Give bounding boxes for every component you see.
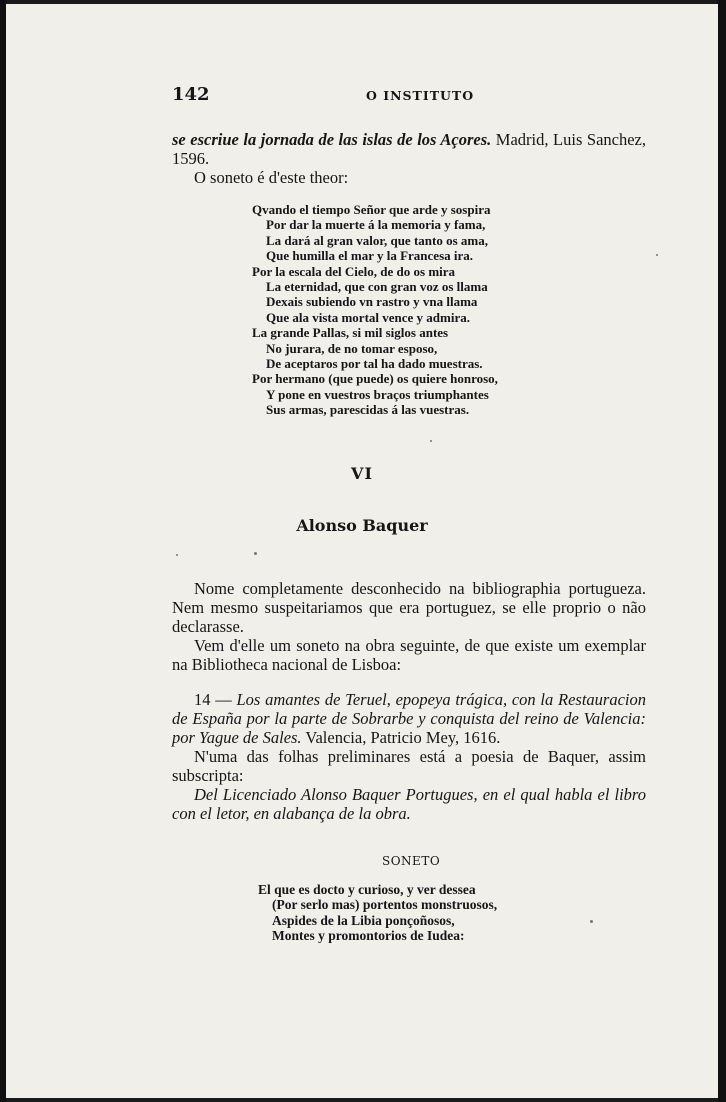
poem-line: Que humilla el mar y la Francesa ira.	[266, 248, 474, 264]
poem-line: De aceptaros por tal ha dado muestras.	[266, 356, 483, 372]
section-number: VI	[351, 464, 373, 483]
poem-line: Por dar la muerte á la memoria y fama,	[266, 217, 486, 233]
dedication-text: Del Licenciado Alonso Baquer Portugues, en el qual habla el libro con el letor, en alabança de la obra.	[172, 785, 646, 823]
paragraph-3	[172, 747, 646, 785]
entry-title: Los amantes de Teruel, epopeya trágica, con la Restauracion de España por la parte de Sobrarbe y conquista del reino de Valencia: por Yague de Sales.	[172, 690, 646, 747]
paper-speck	[254, 552, 257, 555]
paragraph-3-text: N'uma das folhas preliminares está a poesia de Baquer, assim subscripta:	[172, 747, 646, 785]
poem-line: Y pone en vuestros braços triumphantes	[266, 386, 489, 402]
poem-line: Qvando el tiempo Señor que arde y sospira	[252, 202, 491, 217]
bibliography-entry	[172, 690, 646, 747]
paragraph-1	[172, 579, 646, 636]
sonnet-poem-1	[252, 202, 572, 418]
poem-line: Sus armas, parescidas á las vuestras.	[266, 402, 470, 418]
poem-line: Dexais subiendo vn rastro y vna llama	[266, 294, 478, 310]
paper-speck	[590, 920, 593, 923]
poem-line: Por la escala del Cielo, de do os mira	[252, 263, 456, 279]
sonnet-poem-2	[258, 882, 578, 944]
paper-speck	[656, 254, 658, 256]
poem-line: Que ala vista mortal vence y admira.	[266, 309, 470, 325]
citation-paragraph	[172, 130, 646, 168]
poem-line: Por hermano (que puede) os quiere honroso,	[252, 371, 498, 387]
poem-line: El que es docto y curioso, y ver dessea	[258, 882, 476, 897]
paragraph-2	[172, 636, 646, 674]
paragraph-2-text: Vem d'elle um soneto na obra seguinte, de que existe um exemplar na Bibliotheca nacional de Lisboa:	[172, 636, 646, 674]
entry-number: 14	[194, 690, 211, 709]
intro-line: O soneto é d'este theor:	[194, 168, 349, 187]
scan-border-right	[718, 0, 726, 1102]
page-header	[172, 84, 646, 106]
poem-line: Aspides de la Libia ponçoñosos,	[272, 912, 455, 928]
citation-imprint: Madrid, Luis Sanchez, 1596.	[172, 130, 646, 168]
poem-line: Montes y promontorios de Iudea:	[272, 928, 465, 944]
soneto-heading: SONETO	[382, 854, 441, 868]
running-title: O INSTITUTO	[366, 88, 475, 103]
dedication-paragraph	[172, 785, 646, 823]
paper-speck	[176, 554, 178, 556]
page-number: 142	[172, 84, 210, 105]
poem-line: La grande Pallas, si mil siglos antes	[252, 325, 449, 341]
poem-line: (Por serlo mas) portentos monstruosos,	[272, 897, 498, 913]
book-page	[6, 4, 718, 1098]
poem-line: La dará al gran valor, que tanto os ama,	[266, 232, 488, 248]
citation-title: se escriue la jornada de las islas de los Açores.	[172, 130, 492, 149]
poem-line: La eternidad, que con gran voz os llama	[266, 279, 488, 295]
paper-speck	[430, 440, 432, 442]
entry-imprint: Valencia, Patricio Mey, 1616.	[301, 728, 501, 747]
paragraph-1-text: Nome completamente desconhecido na bibliographia portugueza. Nem mesmo suspeitariamos que era portuguez, se elle proprio o não declarasse.	[172, 579, 646, 636]
poem-line: No jurara, de no tomar esposo,	[266, 340, 438, 356]
entry-dash: —	[210, 690, 237, 709]
author-heading: Alonso Baquer	[296, 516, 428, 535]
intro-paragraph	[172, 168, 646, 187]
